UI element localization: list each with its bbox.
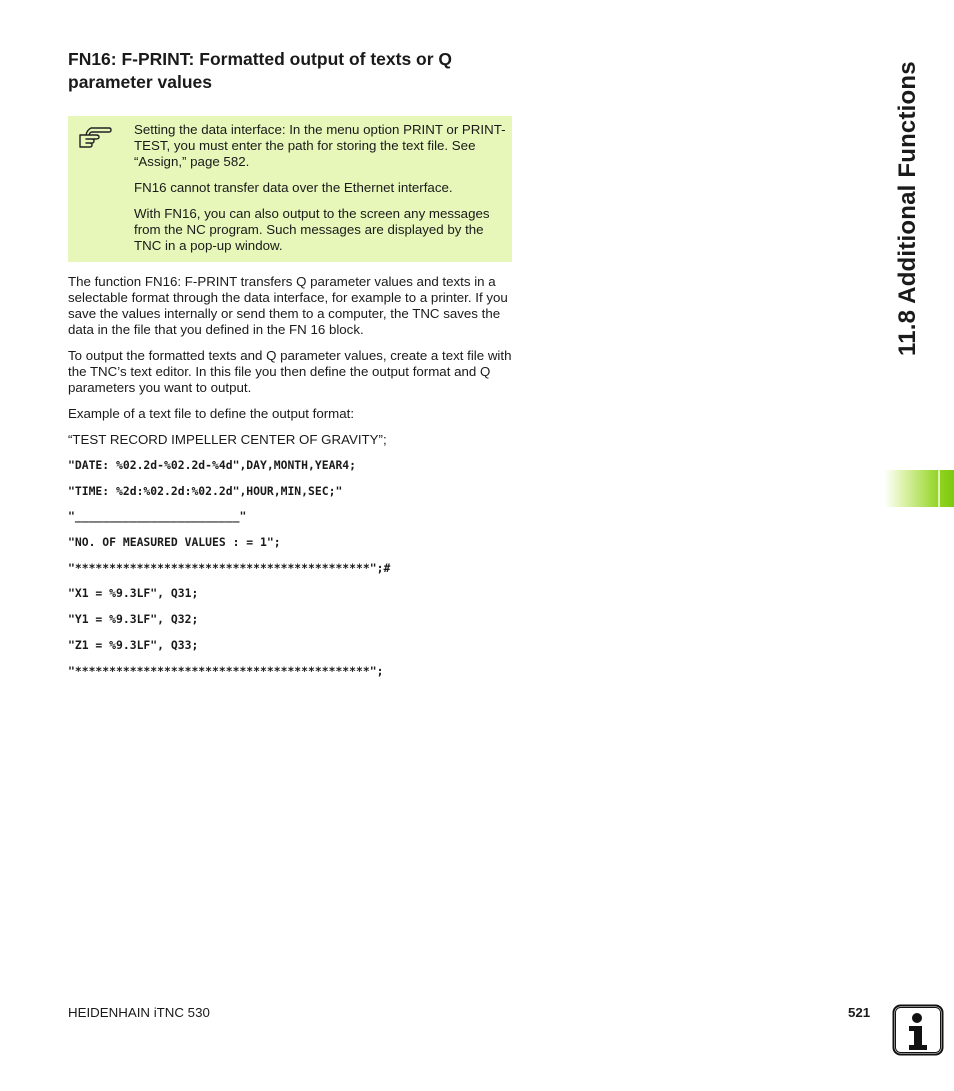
info-icon	[892, 1004, 944, 1056]
code-line: "________________________"	[68, 509, 247, 524]
note-paragraph: With FN16, you can also output to the screen any messages from the NC program. Such messages are displayed by the TNC in a pop-up window.	[134, 206, 490, 253]
note-text	[134, 122, 506, 264]
body-paragraph: Example of a text file to define the output format:	[68, 406, 355, 421]
pointing-hand-icon	[78, 124, 112, 152]
code-line: "*******************************************";#	[68, 560, 391, 575]
code-line: "Y1 = %9.3LF", Q32;	[68, 612, 199, 627]
body-text	[68, 274, 512, 458]
note-paragraph: Setting the data interface: In the menu option PRINT or PRINT-TEST, you must enter the path for storing the text file. See “Assign,” page 582.	[134, 122, 506, 169]
note-paragraph: FN16 cannot transfer data over the Ethernet interface.	[134, 180, 453, 195]
code-line: "Z1 = %9.3LF", Q33;	[68, 637, 199, 652]
body-paragraph: The function FN16: F-PRINT transfers Q parameter values and texts in a selectable format through the data interface, for example to a printer. If you save the values internally or send them to a computer, the TNC saves the data in the file that you defined in the FN 16 block.	[68, 274, 508, 337]
chapter-tab-marker	[884, 470, 954, 507]
section-heading: FN16: F-PRINT: Formatted output of texts or Q parameter values	[68, 49, 453, 92]
chapter-tab-divider	[938, 470, 940, 507]
code-line: "X1 = %9.3LF", Q31;	[68, 586, 199, 601]
code-line: "*******************************************";	[68, 663, 384, 678]
body-paragraph: To output the formatted texts and Q parameter values, create a text file with the TNC’s text editor. In this file you then define the output format and Q parameters you want to output.	[68, 348, 512, 395]
body-paragraph: “TEST RECORD IMPELLER CENTER OF GRAVITY”;	[68, 432, 387, 447]
code-line: "DATE: %02.2d-%02.2d-%4d",DAY,MONTH,YEAR4;	[68, 458, 357, 472]
note-box	[68, 116, 512, 262]
code-example	[68, 458, 512, 689]
chapter-side-title: 11.8 Additional Functions	[894, 61, 921, 356]
code-line: "TIME: %2d:%02.2d:%02.2d",HOUR,MIN,SEC;"	[68, 483, 343, 498]
page-number: 521	[848, 1005, 871, 1020]
footer-publisher: HEIDENHAIN iTNC 530	[68, 1005, 210, 1020]
code-line: "NO. OF MEASURED VALUES : = 1";	[68, 535, 281, 550]
